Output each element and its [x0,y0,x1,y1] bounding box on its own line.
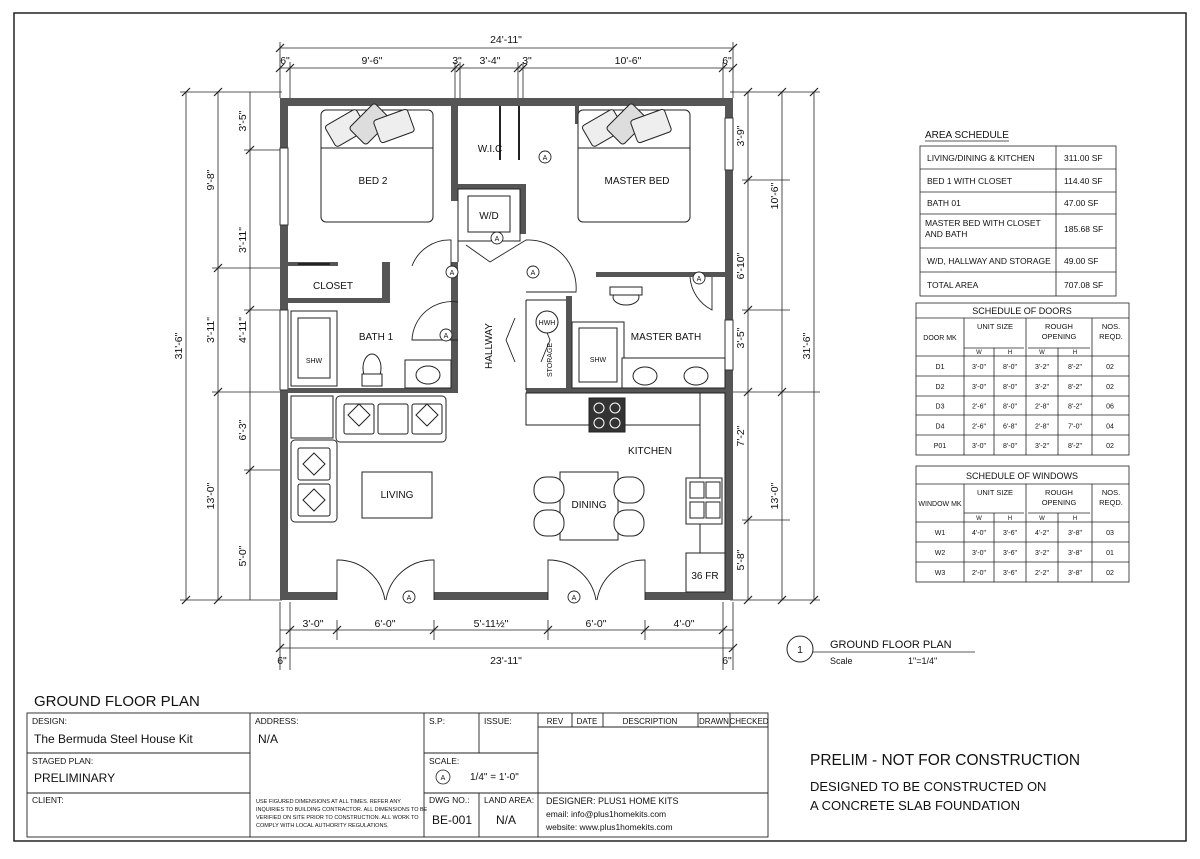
window-schedule-cell: 4'-0" [972,530,986,537]
room-label-master-bed: MASTER BED [604,176,670,187]
door-tag: A [696,276,702,283]
room-label-kitchen: KITCHEN [628,446,672,457]
window-schedule-cell: 3'-8" [1068,570,1082,577]
window-schedule-header: ROUGH OPENING [1041,488,1077,507]
room-label-master-bath: MASTER BATH [630,332,702,343]
door-schedule-cell: 8'-2" [1068,364,1082,371]
dim-right-seg: 7'-2" [735,425,747,447]
area-row-value: 311.00 SF [1064,153,1103,163]
designer-website: website: www.plus1homekits.com [546,822,673,832]
scale-value: 1/4" = 1'-0" [470,772,519,783]
dim-top-seg: 6" [722,55,732,67]
window-schedule-cell: W1 [934,530,946,537]
bed-2 [321,103,433,222]
door-schedule-cell: 8'-0" [1003,443,1017,451]
dim-bottom-seg: 5'-11½" [473,618,509,630]
room-label-living: LIVING [380,490,414,501]
land-area-label: LAND AREA: [484,795,535,805]
room-label-storage: STORAGE [547,342,554,378]
dim-left-seg: 5'-0" [237,545,249,567]
room-label-bed2: BED 2 [358,176,388,187]
room-label-fridge: 36 FR [691,571,719,582]
plan-callout-number: 1 [797,645,803,656]
window-schedule-cell: 3'-8" [1068,550,1082,557]
area-row-name: BATH 01 [927,198,961,208]
foundation-note: DESIGNED TO BE CONSTRUCTED ON [810,779,1047,794]
door-schedule-cell: D3 [935,403,945,411]
window-schedule-cell: 3'-6" [1003,550,1017,557]
dim-left-group: 9'-8" [205,169,217,191]
designer: DESIGNER: PLUS1 HOME KITS [546,796,679,806]
disclaimer-line: VERIFIED ON SITE PRIOR TO CONSTRUCTION. ALL WORK TO [256,815,419,821]
door-tag: A [530,270,536,277]
area-schedule-rows [925,153,1103,290]
plan-callout-title: GROUND FLOOR PLAN [830,639,952,651]
door-schedule-cell: 3'-2" [1035,383,1049,391]
designer-email: email: info@plus1homekits.com [546,809,667,819]
dim-right-seg: 3'-5" [735,327,747,349]
door-schedule-cell: 3'-0" [972,364,986,371]
window-schedule-cell: 2'-2" [1035,570,1049,577]
door-schedule-cell: 02 [1106,364,1114,371]
door-schedule-cell: D1 [935,364,945,371]
dim-bottom-seg: 6'-0" [374,618,396,630]
room-label-bath1: BATH 1 [358,332,394,343]
window-schedule-cell: W3 [934,570,946,577]
door-schedule-header: UNIT SIZE [976,322,1014,331]
door-schedule-cell: 2'-6" [972,403,986,411]
area-row-name: MASTER BED WITH CLOSET AND BATH [925,218,1041,239]
room-label-hallway: HALLWAY [484,323,495,369]
window-schedule-cell: W2 [934,550,946,557]
window-schedule-cell: 3'-2" [1035,550,1049,557]
door-schedule-cell: 8'-0" [1003,364,1017,371]
dim-left-group: 13'-0" [205,482,217,510]
door-schedule-cell: 2'-8" [1035,423,1049,431]
dim-left-seg: 6'-3" [237,419,249,441]
door-schedule-header: NOS. REQD. [1099,322,1123,341]
area-schedule-title: AREA SCHEDULE [925,130,1009,141]
client-label: CLIENT: [32,795,64,805]
door-schedule-rows [934,364,1114,450]
staged-plan-label: STAGED PLAN: [32,756,94,766]
door-schedule-cell: P01 [933,443,947,451]
door-tag: A [449,270,455,277]
window-schedule-cell: 03 [1106,530,1114,537]
door-tag: A [406,595,412,602]
door-schedule-cell: 06 [1106,403,1114,411]
disclaimer [256,799,428,829]
disclaimer-line: INQUIRIES TO BUILDING CONTRACTOR. ALL DIMENSIONS TO BE [256,807,428,813]
area-row-value: 707.08 SF [1064,280,1104,290]
design-value: The Bermuda Steel House Kit [34,732,193,746]
area-row-name: LIVING/DINING & KITCHEN [927,153,1035,163]
room-label-shw-master: SHW [589,357,607,364]
master-bed [578,103,690,222]
door-schedule-cell: D2 [935,383,945,391]
dim-top-seg: 10'-6" [614,55,642,67]
window-schedule-cell: 3'-6" [1003,570,1017,577]
dwg-value: BE-001 [432,813,473,827]
window-schedule-header: WINDOW MK [918,501,962,508]
rev-header: REV [546,717,564,726]
window-schedule-w: W [1039,516,1045,522]
dim-right-group: 13'-0" [769,482,781,510]
door-tag: A [571,595,577,602]
area-row-name: W/D, HALLWAY AND STORAGE [927,256,1051,266]
dwg-label: DWG NO.: [429,795,470,805]
door-tag: A [443,333,449,340]
design-label: DESIGN: [32,716,67,726]
dim-left-group: 3'-11" [205,317,217,343]
plan-callout-scale-value: 1"=1/4" [908,656,938,666]
window-schedule-cell: 3'-8" [1068,530,1082,537]
dim-right-seg: 6'-10" [735,252,747,280]
living-furniture [291,396,446,522]
room-label-dining: DINING [571,500,607,511]
dim-right-group: 10'-6" [769,182,781,210]
door-schedule-w: W [1039,350,1045,356]
room-label-shw: SHW [305,358,323,365]
dim-left-seg: 3'-11" [237,227,249,253]
area-row-value: 49.00 SF [1064,256,1099,266]
door-schedule-cell: 8'-2" [1068,383,1082,391]
door-schedule-h: H [1007,350,1013,356]
dim-top-total: 24'-11" [490,34,522,46]
window-schedule-title: SCHEDULE OF WINDOWS [965,471,1079,481]
window-schedule-h: H [1072,516,1078,522]
dim-bottom-seg: 4'-0" [673,618,695,630]
plan-callout-scale-label: Scale [830,656,853,666]
issue-label: ISSUE: [484,716,512,726]
window-schedule-cell: 3'-6" [1003,530,1017,537]
scale-tag: A [440,775,446,782]
window-schedule-cell: 01 [1106,550,1114,557]
area-row-name: BED 1 WITH CLOSET [927,176,1013,186]
door-schedule-cell: 8'-2" [1068,403,1082,411]
door-schedule-cell: 8'-2" [1068,443,1082,451]
dim-top-seg: 6" [280,55,290,67]
door-tag: A [494,236,500,243]
rev-header: DATE [576,717,598,726]
room-label-hwh: HWH [538,320,556,327]
window-schedule-grid [916,466,1129,582]
dim-right-total: 31'-6" [801,332,813,360]
window-schedule-w: W [976,516,982,522]
door-schedule-cell: 8'-0" [1003,403,1017,411]
window-schedule-header: NOS. REQD. [1099,488,1123,507]
door-schedule-cell: 6'-8" [1003,423,1017,431]
door-schedule-cell: D4 [935,423,945,431]
door-schedule-cell: 04 [1106,423,1114,431]
door-schedule-cell: 2'-6" [972,423,986,431]
rev-header: CHECKED [729,717,769,726]
area-row-value: 185.68 SF [1064,224,1104,234]
dim-left-seg: 4'-11" [237,317,249,343]
staged-plan-value: PRELIMINARY [34,771,116,785]
door-schedule-cell: 2'-8" [1035,403,1049,411]
area-row-value: 47.00 SF [1064,198,1099,208]
prelim-notice: PRELIM - NOT FOR CONSTRUCTION [810,752,1081,769]
door-schedule-cell: 3'-2" [1035,443,1049,451]
disclaimer-line: USE FIGURED DIMENSIONS AT ALL TIMES. REFER ANY [256,799,401,805]
land-area-value: N/A [496,813,517,827]
disclaimer-line: COMPLY WITH LOCAL AUTHORITY REGULATIONS. [256,823,389,829]
window-schedule-cell: 3'-0" [972,550,986,557]
door-schedule-cell: 8'-0" [1003,383,1017,391]
door-schedule-cell: 3'-0" [972,383,986,391]
room-label-closet: CLOSET [312,281,354,292]
dim-right-seg: 3'-9" [735,125,747,147]
dim-right-seg: 5'-8" [735,549,747,571]
dim-top-seg: 3" [522,55,532,67]
area-row-name: TOTAL AREA [927,280,979,290]
door-schedule-cell: 3'-2" [1035,364,1049,371]
door-schedule-cell: 02 [1106,443,1114,451]
window-schedule-cell: 2'-0" [972,570,986,577]
dim-bottom-total: 23'-11" [490,655,522,667]
door-schedule-cell: 02 [1106,383,1114,391]
dim-bottom-seg: 6'-0" [585,618,607,630]
sp-label: S.P: [429,716,446,726]
window-schedule-cell: 02 [1106,570,1114,577]
door-schedule-cell: 7'-0" [1068,423,1082,431]
door-schedule-header: ROUGH OPENING [1041,322,1077,341]
dim-top-seg: 9'-6" [361,55,383,67]
dim-bottom-left-end: 6" [277,655,287,667]
foundation-note: A CONCRETE SLAB FOUNDATION [810,798,1020,813]
dim-top-seg: 3'-4" [479,55,501,67]
scale-label: SCALE: [429,756,460,766]
window-schedule-h: H [1007,516,1013,522]
door-schedule-cell: 3'-0" [972,443,986,451]
window-schedule-rows [935,530,1114,577]
dim-bottom-seg: 3'-0" [302,618,324,630]
address-label: ADDRESS: [255,716,299,726]
dim-left-total: 31'-6" [173,332,185,360]
dim-top-seg: 3" [452,55,462,67]
window-schedule-header: UNIT SIZE [976,488,1014,497]
door-tag: A [542,155,548,162]
dim-bottom-right-end: 6" [722,655,732,667]
rev-header: DESCRIPTION [622,717,678,726]
sheet-title: GROUND FLOOR PLAN [34,693,200,710]
rev-header: DRAWN [699,717,729,726]
room-label-wd: W/D [479,211,499,222]
room-label-wic: W.I.C [477,144,503,155]
door-schedule-h: H [1072,350,1078,356]
area-row-value: 114.40 SF [1064,176,1103,186]
door-schedule-header: DOOR MK [923,335,957,342]
address-value: N/A [258,732,279,746]
dim-left-seg: 3'-5" [237,110,249,132]
door-schedule-w: W [976,350,982,356]
door-schedule-title: SCHEDULE OF DOORS [972,306,1072,316]
window-schedule-cell: 4'-2" [1035,530,1049,537]
